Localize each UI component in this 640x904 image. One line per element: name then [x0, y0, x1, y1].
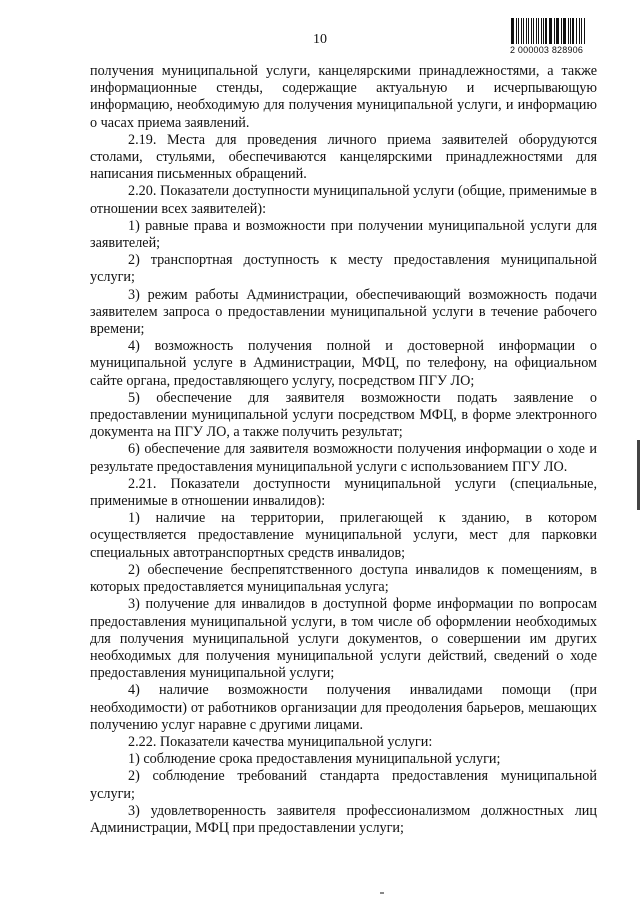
barcode-bar — [561, 18, 562, 44]
barcode-bar — [549, 18, 552, 44]
barcode-bar — [528, 18, 529, 44]
barcode-bar — [576, 18, 577, 44]
barcode-bar — [511, 18, 514, 44]
barcode-bar — [556, 18, 559, 44]
barcode-bar — [541, 18, 542, 44]
barcode-bar — [581, 18, 582, 44]
paragraph: 6) обеспечение для заявителя возможности получения информации о ходе и результате предоставления муниципальной услуги с использованием ПГУ ЛО. — [90, 441, 597, 475]
paragraph: 4) наличие возможности получения инвалидами помощи (при необходимости) от работников организации для преодоления барьеров, мешающих получению услуг наравне с другими лицами. — [90, 682, 597, 733]
paragraph: 3) удовлетворенность заявителя профессионализмом должностных лиц Администрации, МФЦ при предоставлении услуги; — [90, 802, 597, 836]
paragraph: 2.19. Места для проведения личного приема заявителей оборудуются столами, стульями, обеспечиваются канцелярскими принадлежностями для написания письменных обращений. — [90, 131, 597, 183]
document-body — [90, 63, 597, 837]
scan-dot-mark — [380, 892, 384, 894]
paragraph: получения муниципальной услуги, канцелярскими принадлежностями, а также информационные стенды, содержащие актуальную и исчерпывающую информацию, необходимую для получения муниципальной услуги, и информацию о часах приема заявлений. — [90, 63, 597, 131]
barcode-bar — [536, 18, 537, 44]
paragraph: 2.21. Показатели доступности муниципальной услуги (специальные, применимые в отношении инвалидов): — [90, 475, 597, 510]
paragraph: 3) режим работы Администрации, обеспечивающий возможность подачи заявителем запроса о предоставлении муниципальной услуги в течение рабочего времени; — [90, 286, 597, 338]
paragraph: 2.22. Показатели качества муниципальной услуги: — [128, 733, 433, 750]
barcode-bar — [563, 18, 566, 44]
paragraph: 4) возможность получения полной и достоверной информации о муниципальной услуге в Администрации, МФЦ, по телефону, на официальном сайте органа, предоставляющего услугу, посредством ПГУ ЛО; — [90, 338, 597, 389]
barcode-bar — [545, 18, 547, 44]
paragraph: 2.20. Показатели доступности муниципальной услуги (общие, применимые в отношении всех заявителей): — [90, 183, 597, 217]
barcode-bar — [526, 18, 527, 44]
paragraph: 1) наличие на территории, прилегающей к зданию, в котором осуществляется предоставление муниципальной услуги, мест для парковки специальных автотранспортных средств инвалидов; — [90, 510, 597, 561]
barcode-bar — [533, 18, 534, 44]
paragraph: 3) получение для инвалидов в доступной форме информации по вопросам предоставления муниципальной услуги, в том числе об оформлении необходимых для получения муниципальной услуги документов, о совершении им других необходимых для получения муниципальной услуги действий, сведений о ходе предоставления муниципальной услуги; — [90, 596, 597, 682]
paragraph: 2) соблюдение требований стандарта предоставления муниципальной услуги; — [90, 768, 597, 802]
paragraph: 1) равные права и возможности при получении муниципальной услуги для заявителей; — [90, 217, 597, 252]
barcode-bar — [568, 18, 569, 44]
paragraph: 5) обеспечение для заявителя возможности подать заявление о предоставлении муниципальной услуги посредством МФЦ, в форме электронного документа на ПГУ ЛО, а также получить результат; — [90, 389, 597, 441]
barcode-bar — [554, 18, 555, 44]
barcode-bar — [579, 18, 580, 44]
barcode-bar — [523, 18, 524, 44]
barcode-bar — [538, 18, 539, 44]
paragraph: 2) обеспечение беспрепятственного доступа инвалидов к помещениям, в которых предоставляется муниципальная услуга; — [90, 561, 597, 596]
barcode-bar — [584, 18, 585, 44]
barcode-bar — [516, 18, 517, 44]
barcode-bar — [572, 18, 574, 44]
barcode — [510, 18, 598, 55]
barcode-bar — [531, 18, 532, 44]
barcode-bar — [543, 18, 544, 44]
paragraph: 1) соблюдение срока предоставления муниципальной услуги; — [128, 751, 501, 768]
barcode-digits: 2 000003 828906 — [510, 45, 584, 55]
barcode-bars — [510, 18, 596, 44]
barcode-bar — [570, 18, 571, 44]
paragraph: 2) транспортная доступность к месту предоставления муниципальной услуги; — [90, 252, 597, 286]
page-number: 10 — [313, 32, 327, 47]
barcode-bar — [521, 18, 522, 44]
barcode-bar — [518, 18, 519, 44]
